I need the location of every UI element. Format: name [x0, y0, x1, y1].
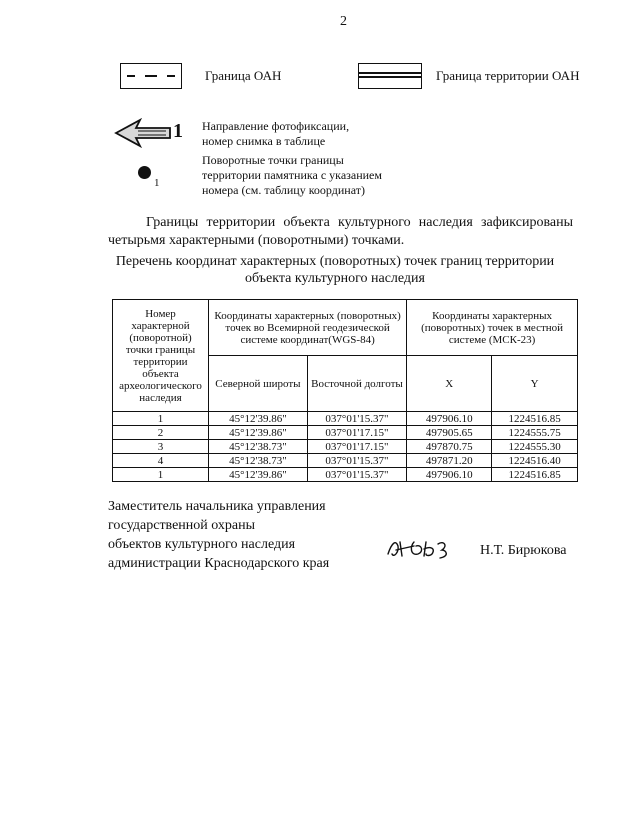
- cell-x: 497871.20: [407, 454, 492, 468]
- cell-y: 1224516.85: [492, 412, 578, 426]
- cell-y: 1224516.40: [492, 454, 578, 468]
- arrow-description: Направление фотофиксации, номер снимка в таблице: [202, 119, 350, 148]
- cell-lat: 45°12'38.73": [209, 440, 308, 454]
- cell-n: 3: [113, 440, 209, 454]
- point-description: Поворотные точки границы территории памятника с указанием номера (см. таблицу координат): [202, 153, 382, 197]
- turning-point-icon: [138, 166, 151, 179]
- oan-boundary-label: Граница ОАН: [205, 68, 282, 83]
- coordinates-table: [112, 299, 578, 482]
- boundary-paragraph: Границы территории объекта культурного наследия зафиксированы четырьмя характерными (поворотными) точками.: [108, 215, 573, 248]
- cell-lon: 037°01'15.37": [307, 454, 406, 468]
- cell-lat: 45°12'39.86": [209, 426, 308, 440]
- header-y: Y: [492, 356, 578, 412]
- cell-x: 497906.10: [407, 412, 492, 426]
- cell-n: 1: [113, 468, 209, 482]
- signatory-position: Заместитель начальника управления государственной охраны объектов культурного наследия администрации Краснодарского края: [108, 499, 330, 571]
- photo-direction-arrow-icon: [114, 118, 172, 148]
- cell-y: 1224555.75: [492, 426, 578, 440]
- table-row: [113, 454, 578, 468]
- page-number: 2: [340, 14, 347, 29]
- cell-lat: 45°12'38.73": [209, 454, 308, 468]
- cell-x: 497906.10: [407, 468, 492, 482]
- coordinates-list-title: Перечень координат характерных (поворотных) точек границ территории объекта культурного наследия: [115, 254, 555, 286]
- table-row: [113, 440, 578, 454]
- table-row: [113, 412, 578, 426]
- oan-boundary-symbol: [120, 63, 182, 89]
- cell-lat: 45°12'39.86": [209, 412, 308, 426]
- cell-y: 1224516.85: [492, 468, 578, 482]
- territory-boundary-symbol: [358, 63, 422, 89]
- cell-x: 497905.65: [407, 426, 492, 440]
- cell-lon: 037°01'17.15": [307, 440, 406, 454]
- header-wgs84: Координаты характерных (поворотных) точек во Всемирной геодезической системе координат(WGS-84): [209, 300, 407, 356]
- cell-n: 2: [113, 426, 209, 440]
- signer-name: Н.Т. Бирюкова: [480, 543, 567, 558]
- handwritten-signature: [384, 536, 454, 562]
- cell-y: 1224555.30: [492, 440, 578, 454]
- header-longitude: Восточной долготы: [307, 356, 406, 412]
- cell-lon: 037°01'17.15": [307, 426, 406, 440]
- header-latitude: Северной широты: [209, 356, 308, 412]
- cell-lon: 037°01'15.37": [307, 412, 406, 426]
- header-point-number: Номер характерной (поворотной) точки границы территории объекта археологического наследия: [113, 300, 209, 412]
- point-number: 1: [154, 177, 160, 189]
- cell-n: 1: [113, 412, 209, 426]
- table-row: [113, 468, 578, 482]
- table-row: [113, 426, 578, 440]
- header-x: X: [407, 356, 492, 412]
- cell-lon: 037°01'15.37": [307, 468, 406, 482]
- cell-n: 4: [113, 454, 209, 468]
- cell-x: 497870.75: [407, 440, 492, 454]
- cell-lat: 45°12'39.86": [209, 468, 308, 482]
- header-msk23: Координаты характерных (поворотных) точек в местной системе (МСК-23): [407, 300, 578, 356]
- territory-boundary-label: Граница территории ОАН: [436, 68, 580, 83]
- arrow-number: 1: [173, 120, 183, 142]
